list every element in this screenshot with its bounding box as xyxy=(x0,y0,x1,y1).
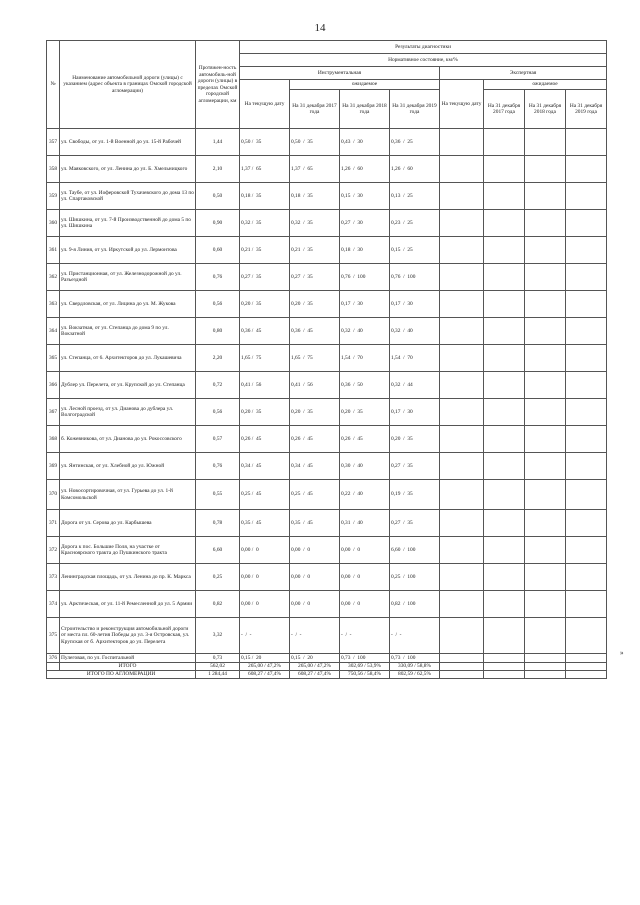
row-number: 374 xyxy=(47,591,60,618)
expert-2019 xyxy=(566,618,607,654)
value-2019: 0,76 / 100 xyxy=(390,264,440,291)
value-2019: 1,54 / 70 xyxy=(390,345,440,372)
value-2018: 0,32 / 40 xyxy=(340,318,390,345)
current-value: 0,25 / 45 xyxy=(240,480,290,510)
road-length: 0,82 xyxy=(196,591,240,618)
total-2018: 302,69 / 53,9% xyxy=(340,663,390,671)
total-num xyxy=(47,663,60,671)
table-row xyxy=(47,564,607,591)
header-name: Наименование автомобильной дороги (улицы) с указанием (адрес объекта в границах Омской городской агломерации) xyxy=(60,41,196,129)
header-2017: На 31 декабря 2017 года xyxy=(290,90,340,129)
expert-current xyxy=(440,156,484,183)
value-2018: 1,26 / 60 xyxy=(340,156,390,183)
row-number: 360 xyxy=(47,210,60,237)
expert-2017 xyxy=(484,345,525,372)
expert-current xyxy=(440,564,484,591)
row-number: 357 xyxy=(47,129,60,156)
expert-2017 xyxy=(484,564,525,591)
current-value: 1,65 / 75 xyxy=(240,345,290,372)
expert-2018 xyxy=(525,453,566,480)
expert-current xyxy=(440,510,484,537)
value-2019: 0,20 / 35 xyxy=(390,426,440,453)
value-2017: 0,34 / 45 xyxy=(290,453,340,480)
value-2017: 0,50 / 35 xyxy=(290,129,340,156)
expert-current xyxy=(440,264,484,291)
road-length: 0,25 xyxy=(196,564,240,591)
header-results: Результаты диагностики xyxy=(240,41,607,54)
expert-2017 xyxy=(484,183,525,210)
value-2019: 0,15 / 25 xyxy=(390,237,440,264)
table-row xyxy=(47,537,607,564)
current-value: 0,32 / 35 xyxy=(240,210,290,237)
road-length: 2,10 xyxy=(196,156,240,183)
table-row xyxy=(47,480,607,510)
road-name: ул. 9-я Линия, от ул. Иркутской до ул. Лермонтова xyxy=(60,237,196,264)
expert-2018 xyxy=(525,399,566,426)
table-row xyxy=(47,399,607,426)
row-number: 367 xyxy=(47,399,60,426)
current-value: 0,21 / 35 xyxy=(240,237,290,264)
expert-2018 xyxy=(525,345,566,372)
expert-current xyxy=(440,480,484,510)
grand-total-label: ИТОГО ПО АГЛОМЕРАЦИИ xyxy=(47,671,196,679)
value-2017: 0,20 / 35 xyxy=(290,291,340,318)
row-number: 362 xyxy=(47,264,60,291)
value-2018: 0,17 / 30 xyxy=(340,291,390,318)
table-row xyxy=(47,510,607,537)
header-instrumental: Инструментальная xyxy=(240,67,440,80)
road-name: Пулеговая, по ул. Госпитальной xyxy=(60,654,196,663)
current-value: 0,41 / 56 xyxy=(240,372,290,399)
expert-2017 xyxy=(484,210,525,237)
grand-total-exp-current xyxy=(440,671,484,679)
road-length: 0,56 xyxy=(196,399,240,426)
road-name: ул. Таубе, от ул. Иоферовской Тухачевского до дома 13 по ул. Спартаковской xyxy=(60,183,196,210)
value-2017: 1,65 / 75 xyxy=(290,345,340,372)
value-2017: 0,32 / 35 xyxy=(290,210,340,237)
expert-2018 xyxy=(525,591,566,618)
header-current-instr: На текущую дату xyxy=(240,80,290,129)
table-body xyxy=(47,129,607,663)
page-number: 14 xyxy=(314,22,326,34)
road-name: ул. Шишкина, от ул. 7-й Производственной до дома 5 по ул. Шишкина xyxy=(60,210,196,237)
expert-current xyxy=(440,372,484,399)
current-value: 1,37 / 65 xyxy=(240,156,290,183)
row-number: 364 xyxy=(47,318,60,345)
header-length: Протяжен-ность автомобиль-ной дороги (улицы) в пределах Омской городской агломерации, км xyxy=(196,41,240,129)
road-length: 2,20 xyxy=(196,345,240,372)
row-number: 370 xyxy=(47,480,60,510)
expert-2018 xyxy=(525,426,566,453)
row-number: 358 xyxy=(47,156,60,183)
expert-2017 xyxy=(484,426,525,453)
road-name: Строительство и реконструкция автомобильной дороги от места пл. 60-летия Победы до ул. 3-я Островская, ул. Крупская от б. Архитекторов до ул. Перелета xyxy=(60,618,196,654)
expert-current xyxy=(440,183,484,210)
expert-2019 xyxy=(566,510,607,537)
value-2018: 0,27 / 30 xyxy=(340,210,390,237)
road-length: 6,60 xyxy=(196,537,240,564)
total-2019: 330,09 / 58,8% xyxy=(390,663,440,671)
expert-2019 xyxy=(566,453,607,480)
road-name: ул. Янтинская, от ул. Хлебной до ул. Южной xyxy=(60,453,196,480)
value-2018: 0,00 / 0 xyxy=(340,537,390,564)
value-2019: 6,60 / 100 xyxy=(390,537,440,564)
value-2017: 0,00 / 0 xyxy=(290,564,340,591)
side-mark: » xyxy=(620,649,624,657)
current-value: 0,34 / 45 xyxy=(240,453,290,480)
total-length: 562,02 xyxy=(196,663,240,671)
expert-2018 xyxy=(525,210,566,237)
expert-2017 xyxy=(484,237,525,264)
value-2019: 0,17 / 30 xyxy=(390,291,440,318)
value-2019: 0,82 / 100 xyxy=(390,591,440,618)
expert-2018 xyxy=(525,510,566,537)
current-value: 0,00 / 0 xyxy=(240,564,290,591)
road-name: Дорога от ул. Серова до ул. Карбышева xyxy=(60,510,196,537)
expert-2018 xyxy=(525,654,566,663)
expert-2019 xyxy=(566,345,607,372)
header-2019: На 31 декабря 2019 года xyxy=(390,90,440,129)
value-2019: 0,73 / 100 xyxy=(390,654,440,663)
value-2019: 0,17 / 30 xyxy=(390,399,440,426)
table-row xyxy=(47,426,607,453)
road-length: 0,50 xyxy=(196,183,240,210)
expert-2018 xyxy=(525,237,566,264)
expert-2019 xyxy=(566,564,607,591)
current-value: - / - xyxy=(240,618,290,654)
expert-2017 xyxy=(484,372,525,399)
road-length: 0,90 xyxy=(196,210,240,237)
expert-2018 xyxy=(525,318,566,345)
expert-2019 xyxy=(566,537,607,564)
total-exp-current xyxy=(440,663,484,671)
value-2018: 0,18 / 30 xyxy=(340,237,390,264)
road-name: ул. Вокзатная, от ул. Степанца до дома 9 по ул. Вокзатной xyxy=(60,318,196,345)
row-number: 363 xyxy=(47,291,60,318)
row-number: 371 xyxy=(47,510,60,537)
expert-2018 xyxy=(525,480,566,510)
expert-2017 xyxy=(484,591,525,618)
expert-2019 xyxy=(566,129,607,156)
value-2019: 0,36 / 25 xyxy=(390,129,440,156)
expert-2017 xyxy=(484,480,525,510)
road-name: ул. Свердловская, от ул. Лицина до ул. М. Жукова xyxy=(60,291,196,318)
expert-2017 xyxy=(484,264,525,291)
expert-2019 xyxy=(566,237,607,264)
expert-2019 xyxy=(566,156,607,183)
total-exp-2018 xyxy=(525,663,566,671)
value-2019: 0,27 / 35 xyxy=(390,510,440,537)
road-length: 0,73 xyxy=(196,654,240,663)
expert-2017 xyxy=(484,654,525,663)
value-2018: 0,00 / 0 xyxy=(340,564,390,591)
total-exp-2017 xyxy=(484,663,525,671)
expert-2019 xyxy=(566,654,607,663)
total-label: ИТОГО xyxy=(60,663,196,671)
header-2018: На 31 декабря 2018 года xyxy=(340,90,390,129)
expert-2018 xyxy=(525,564,566,591)
grand-total-2017: 608,27 / 47,4% xyxy=(290,671,340,679)
value-2019: 0,23 / 25 xyxy=(390,210,440,237)
expert-current xyxy=(440,129,484,156)
value-2018: 0,43 / 30 xyxy=(340,129,390,156)
table-row xyxy=(47,318,607,345)
expert-2018 xyxy=(525,537,566,564)
expert-2019 xyxy=(566,318,607,345)
value-2018: 0,20 / 35 xyxy=(340,399,390,426)
diagnostics-table xyxy=(46,40,607,679)
header-2018-exp: На 31 декабря 2018 года xyxy=(525,90,566,129)
value-2019: 0,25 / 100 xyxy=(390,564,440,591)
value-2017: 0,15 / 20 xyxy=(290,654,340,663)
value-2018: 0,15 / 30 xyxy=(340,183,390,210)
road-length: 0,80 xyxy=(196,318,240,345)
value-2019: 0,32 / 40 xyxy=(390,318,440,345)
expert-2019 xyxy=(566,591,607,618)
value-2018: 0,36 / 50 xyxy=(340,372,390,399)
value-2017: 1,37 / 65 xyxy=(290,156,340,183)
expert-2018 xyxy=(525,291,566,318)
header-expected-instr: ожидаемое xyxy=(290,80,440,90)
road-name: ул. Маяковского, от ул. Ленина до ул. Б. Хмельницкого xyxy=(60,156,196,183)
value-2017: 0,00 / 0 xyxy=(290,537,340,564)
header-2017-exp: На 31 декабря 2017 года xyxy=(484,90,525,129)
grand-total-exp-2017 xyxy=(484,671,525,679)
table-row xyxy=(47,264,607,291)
road-length: 0,78 xyxy=(196,510,240,537)
expert-2018 xyxy=(525,129,566,156)
table-row xyxy=(47,591,607,618)
table-row xyxy=(47,618,607,654)
expert-current xyxy=(440,291,484,318)
value-2019: - / - xyxy=(390,618,440,654)
current-value: 0,27 / 35 xyxy=(240,264,290,291)
expert-2017 xyxy=(484,618,525,654)
expert-2017 xyxy=(484,129,525,156)
value-2017: 0,41 / 56 xyxy=(290,372,340,399)
row-number: 368 xyxy=(47,426,60,453)
value-2018: 0,73 / 100 xyxy=(340,654,390,663)
value-2018: 0,76 / 100 xyxy=(340,264,390,291)
expert-current xyxy=(440,537,484,564)
value-2017: 0,27 / 35 xyxy=(290,264,340,291)
table-row xyxy=(47,654,607,663)
current-value: 0,26 / 45 xyxy=(240,426,290,453)
expert-2017 xyxy=(484,510,525,537)
expert-2017 xyxy=(484,156,525,183)
header-current-exp: На текущую дату xyxy=(440,80,484,129)
table-row xyxy=(47,345,607,372)
value-2017: 0,25 / 45 xyxy=(290,480,340,510)
header-expert: Экспертная xyxy=(440,67,607,80)
row-number: 361 xyxy=(47,237,60,264)
current-value: 0,36 / 45 xyxy=(240,318,290,345)
current-value: 0,18 / 35 xyxy=(240,183,290,210)
expert-2017 xyxy=(484,453,525,480)
road-name: ул. Пристанционная, от ул. Железнодорожной до ул. Разъездной xyxy=(60,264,196,291)
road-name: ул. Новосортировочная, от ул. Гурьева до ул. 1-й Комсомольской xyxy=(60,480,196,510)
value-2018: 0,00 / 0 xyxy=(340,591,390,618)
road-length: 0,55 xyxy=(196,480,240,510)
value-2018: - / - xyxy=(340,618,390,654)
expert-2019 xyxy=(566,264,607,291)
value-2018: 0,22 / 40 xyxy=(340,480,390,510)
value-2018: 0,26 / 45 xyxy=(340,426,390,453)
expert-2018 xyxy=(525,372,566,399)
table-row xyxy=(47,372,607,399)
table-row xyxy=(47,129,607,156)
value-2017: 0,20 / 35 xyxy=(290,399,340,426)
table-row xyxy=(47,183,607,210)
total-2017: 265,00 / 47,2% xyxy=(290,663,340,671)
road-name: ул. Лесной проезд, от ул. Дианова до дублера ул. Волгоградской xyxy=(60,399,196,426)
expert-current xyxy=(440,345,484,372)
expert-2018 xyxy=(525,183,566,210)
expert-2017 xyxy=(484,399,525,426)
row-number: 366 xyxy=(47,372,60,399)
header-normative: Нормативное состояние, км/% xyxy=(240,54,607,67)
value-2017: - / - xyxy=(290,618,340,654)
expert-current xyxy=(440,654,484,663)
expert-2017 xyxy=(484,318,525,345)
table-row xyxy=(47,210,607,237)
value-2018: 0,31 / 40 xyxy=(340,510,390,537)
row-number: 372 xyxy=(47,537,60,564)
expert-current xyxy=(440,453,484,480)
road-length: 3,32 xyxy=(196,618,240,654)
expert-2018 xyxy=(525,264,566,291)
road-length: 0,76 xyxy=(196,264,240,291)
road-name: ул. Арктическая, от ул. 11-й Ремесленной до ул. 5 Армии xyxy=(60,591,196,618)
current-value: 0,20 / 35 xyxy=(240,291,290,318)
road-name: ул. Свободы, от ул. 1-й Военной до ул. 15-й Рабочей xyxy=(60,129,196,156)
expert-current xyxy=(440,399,484,426)
row-number: 376 xyxy=(47,654,60,663)
current-value: 0,20 / 35 xyxy=(240,399,290,426)
grand-total-exp-2019 xyxy=(566,671,607,679)
road-length: 0,76 xyxy=(196,453,240,480)
road-length: 0,60 xyxy=(196,237,240,264)
table-row xyxy=(47,453,607,480)
total-exp-2019 xyxy=(566,663,607,671)
header-num: № xyxy=(47,41,60,129)
grand-total-current: 608,27 / 47,4% xyxy=(240,671,290,679)
value-2019: 1,26 / 60 xyxy=(390,156,440,183)
road-length: 0,72 xyxy=(196,372,240,399)
current-value: 0,15 / 20 xyxy=(240,654,290,663)
current-value: 0,35 / 45 xyxy=(240,510,290,537)
row-number: 369 xyxy=(47,453,60,480)
road-name: Ленинградская площадь, от ул. Ленина до пр. К. Маркса xyxy=(60,564,196,591)
value-2019: 0,19 / 35 xyxy=(390,480,440,510)
value-2019: 0,13 / 25 xyxy=(390,183,440,210)
expert-2019 xyxy=(566,183,607,210)
row-number: 365 xyxy=(47,345,60,372)
row-number: 359 xyxy=(47,183,60,210)
road-length: 1,44 xyxy=(196,129,240,156)
expert-2018 xyxy=(525,618,566,654)
expert-2017 xyxy=(484,537,525,564)
total-current: 265,00 / 47,2% xyxy=(240,663,290,671)
value-2017: 0,00 / 0 xyxy=(290,591,340,618)
expert-2019 xyxy=(566,291,607,318)
road-name: Дорога к пос. Большие Поля, на участке от Красноярского тракта до Пушкинского тракта xyxy=(60,537,196,564)
current-value: 0,00 / 0 xyxy=(240,537,290,564)
grand-total-2018: 750,56 / 58,4% xyxy=(340,671,390,679)
expert-2019 xyxy=(566,210,607,237)
expert-current xyxy=(440,237,484,264)
value-2017: 0,18 / 35 xyxy=(290,183,340,210)
grand-total-length: 1 284,44 xyxy=(196,671,240,679)
expert-2018 xyxy=(525,156,566,183)
grand-total-exp-2018 xyxy=(525,671,566,679)
row-number: 375 xyxy=(47,618,60,654)
table-row xyxy=(47,291,607,318)
row-number: 373 xyxy=(47,564,60,591)
expert-current xyxy=(440,318,484,345)
value-2017: 0,21 / 35 xyxy=(290,237,340,264)
header-2019-exp: На 31 декабря 2019 года xyxy=(566,90,607,129)
grand-total-row xyxy=(47,671,607,679)
value-2019: 0,32 / 44 xyxy=(390,372,440,399)
expert-current xyxy=(440,618,484,654)
expert-current xyxy=(440,591,484,618)
value-2017: 0,26 / 45 xyxy=(290,426,340,453)
road-name: Дублер ул. Перелета, от ул. Крупской до ул. Степанца xyxy=(60,372,196,399)
expert-2019 xyxy=(566,372,607,399)
table-row xyxy=(47,156,607,183)
road-name: б. Кожевникова, от ул. Дианова до ул. Рокоссовского xyxy=(60,426,196,453)
value-2019: 0,27 / 35 xyxy=(390,453,440,480)
expert-2019 xyxy=(566,399,607,426)
expert-2019 xyxy=(566,426,607,453)
header-expected-exp: ожидаемое xyxy=(484,80,607,90)
expert-2019 xyxy=(566,480,607,510)
value-2018: 0,30 / 40 xyxy=(340,453,390,480)
total-row xyxy=(47,663,607,671)
value-2017: 0,35 / 45 xyxy=(290,510,340,537)
expert-current xyxy=(440,210,484,237)
road-length: 0,56 xyxy=(196,291,240,318)
current-value: 0,00 / 0 xyxy=(240,591,290,618)
expert-2017 xyxy=(484,291,525,318)
value-2018: 1,54 / 70 xyxy=(340,345,390,372)
table-row xyxy=(47,237,607,264)
value-2017: 0,36 / 45 xyxy=(290,318,340,345)
grand-total-2019: 802,59 / 62,5% xyxy=(390,671,440,679)
road-name: ул. Степанца, от 6. Архитекторов до ул. Лукашевича xyxy=(60,345,196,372)
current-value: 0,50 / 35 xyxy=(240,129,290,156)
expert-current xyxy=(440,426,484,453)
road-length: 0,57 xyxy=(196,426,240,453)
